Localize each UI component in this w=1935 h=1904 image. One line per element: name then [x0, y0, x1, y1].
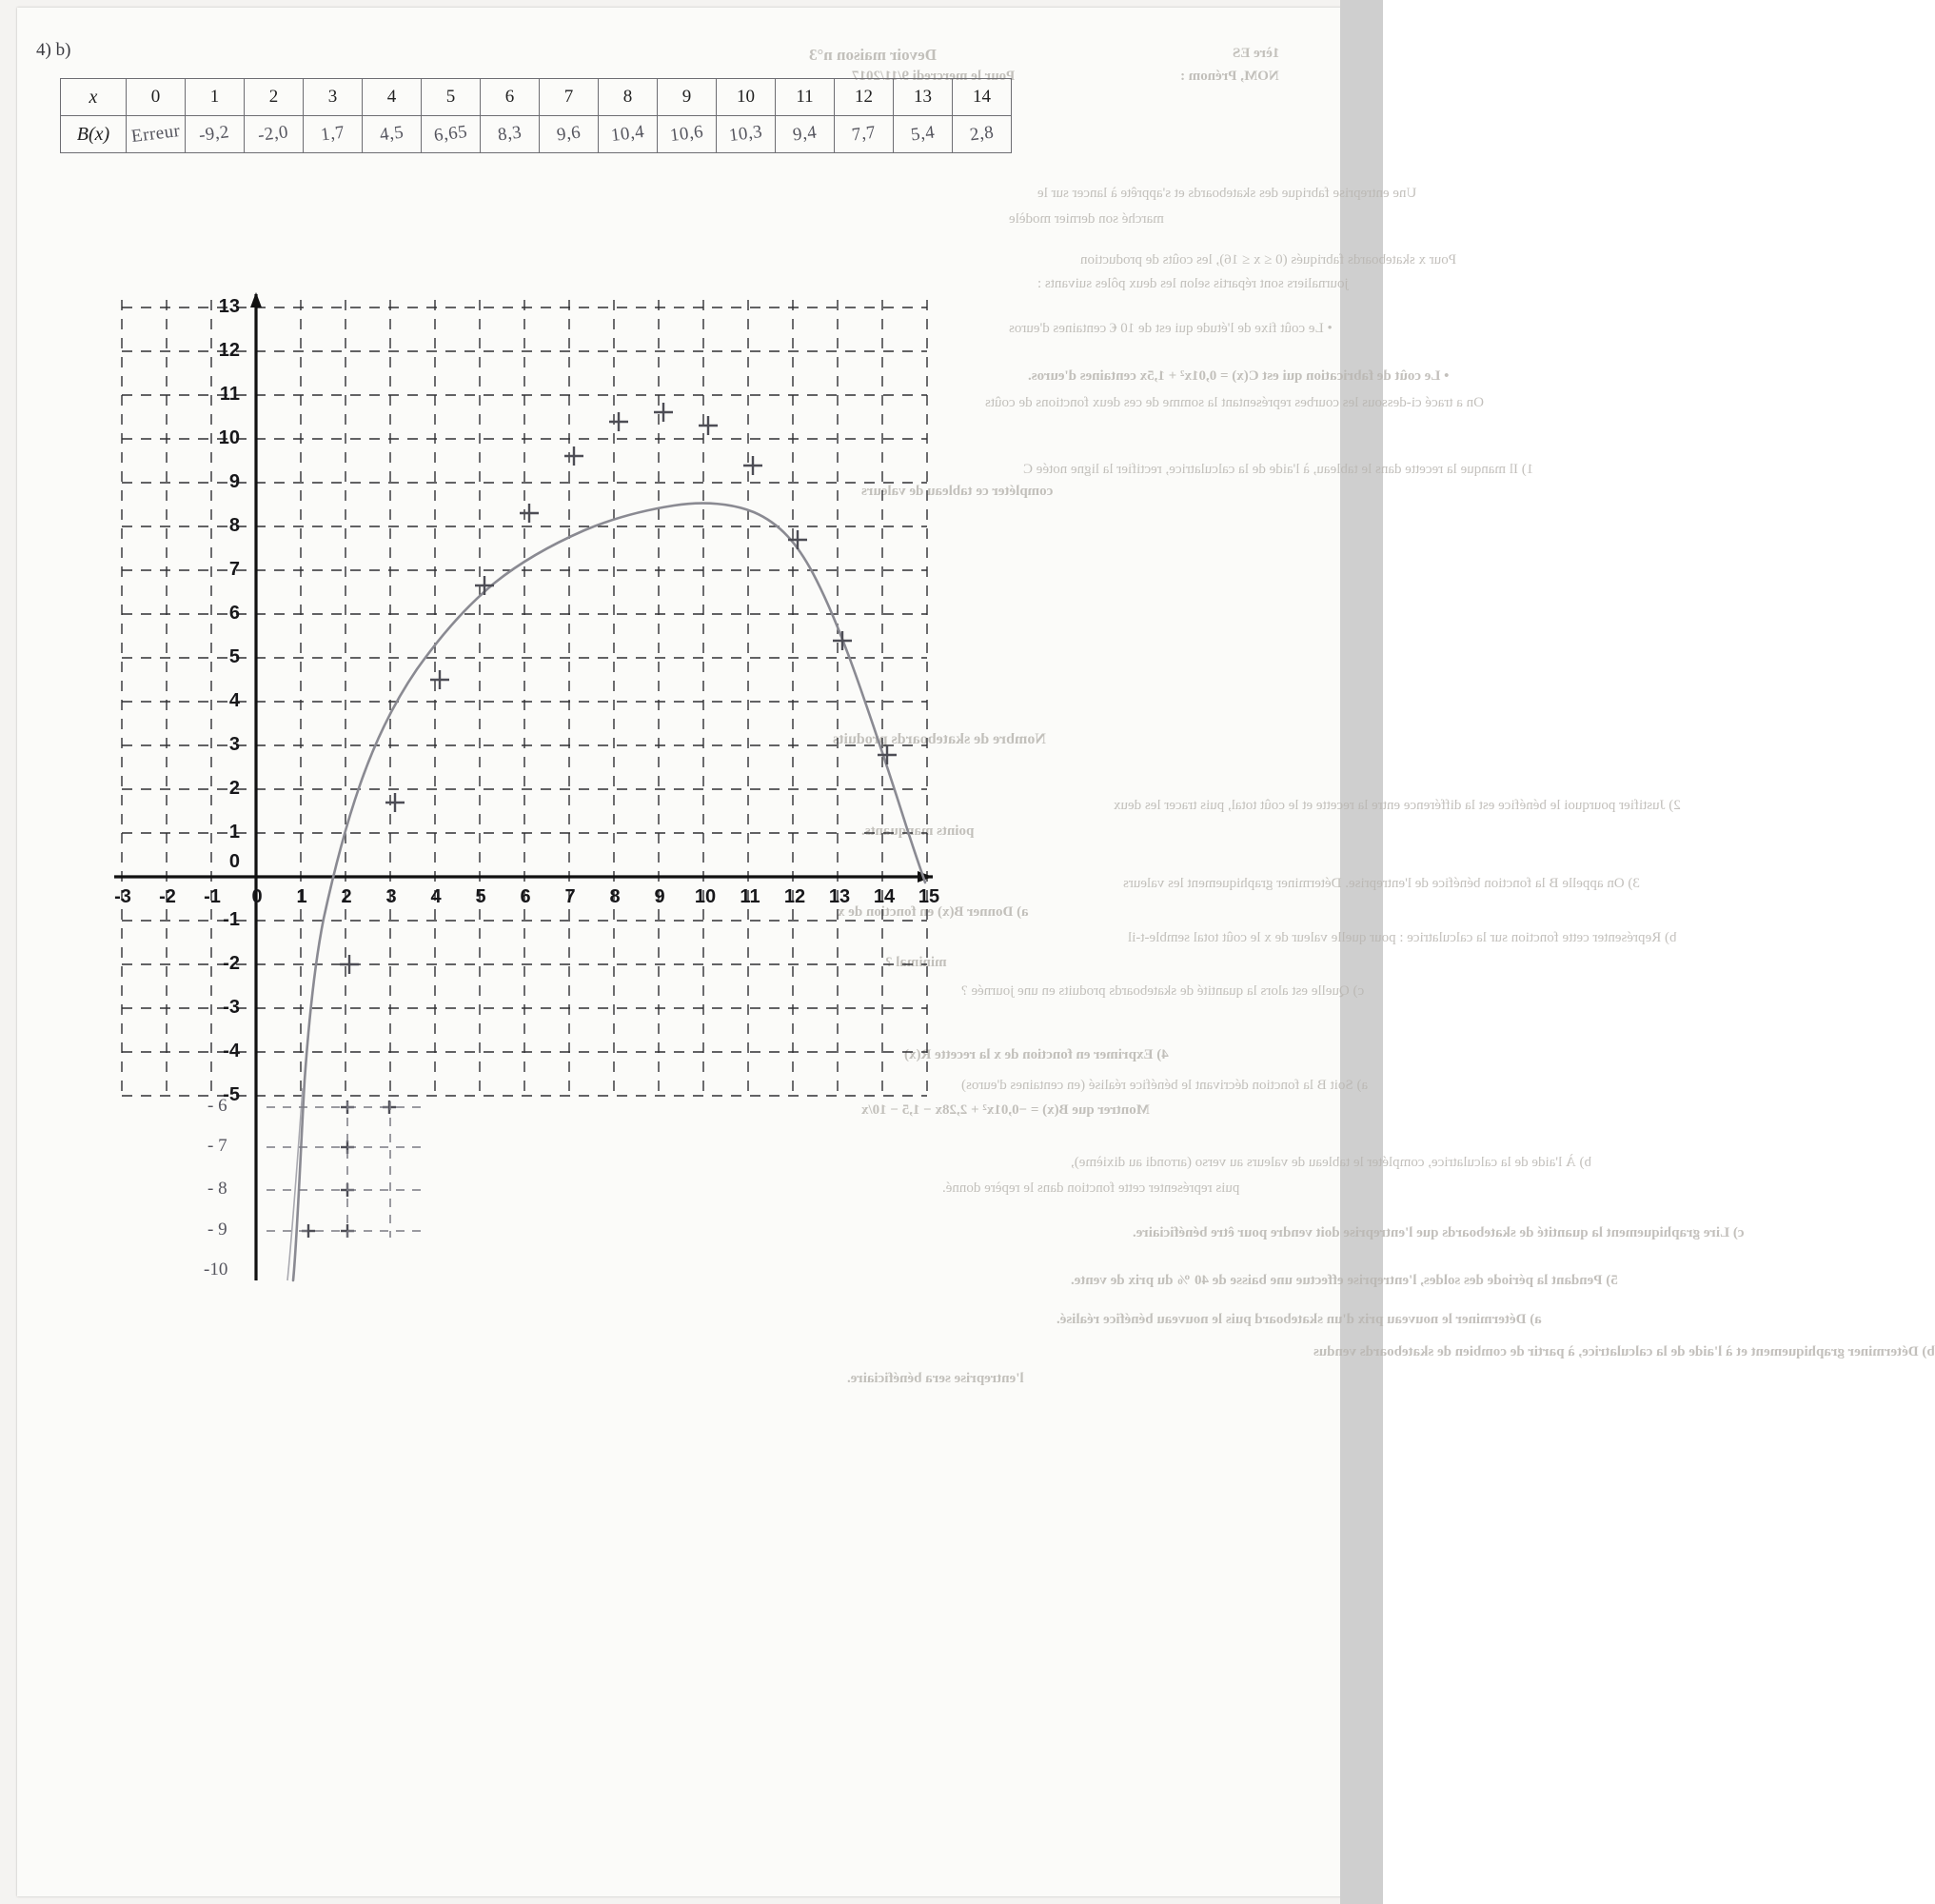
- handwritten-y-label: - 7: [207, 1136, 227, 1156]
- x-tick-label: -3: [114, 886, 131, 907]
- bleed-line: 4) Exprimer en fonction de x la recette R(x): [904, 1047, 1169, 1062]
- bleed-line: c) Quelle est alors la quantité de skateboards produits en une journée ?: [961, 983, 1365, 999]
- table-cell: [363, 116, 422, 153]
- bleed-line: 5) Pendant la période des soldes, l'entreprise effectue une baisse de 40 % du prix de vente.: [1071, 1273, 1618, 1288]
- x-tick-label: 3: [385, 886, 397, 907]
- bleed-line: marché son dernier modèle: [1009, 211, 1164, 227]
- cell-text: 8,3: [496, 122, 523, 146]
- cell-text: 5,4: [909, 122, 937, 146]
- x-tick-label: 2: [341, 886, 352, 907]
- bleed-line: compléter ce tableau de valeurs: [861, 484, 1054, 499]
- y-tick-label: 3: [228, 734, 240, 755]
- handwritten-y-label: - 8: [207, 1179, 227, 1199]
- y-tick-label: -2: [223, 953, 240, 974]
- y-tick-label: -3: [223, 997, 240, 1018]
- y-tick-label: 5: [228, 646, 240, 667]
- x-tick-label: 8: [609, 886, 621, 907]
- cell-text: 6,65: [432, 121, 469, 147]
- y-tick-label: -5: [223, 1084, 240, 1105]
- cell-text: 9,6: [555, 122, 582, 146]
- table-cell: 0: [127, 79, 186, 116]
- scan-edge-shadow: [1340, 0, 1383, 1904]
- y-tick-label: -4: [223, 1041, 240, 1061]
- table-cell: 10: [717, 79, 776, 116]
- bleed-line: Une entreprise fabrique des skateboards et s'apprête à lancer sur le: [1037, 186, 1417, 201]
- bleed-line: • Le coût fixe de l'étude qui est de 10 € centaines d'euros: [1009, 321, 1333, 336]
- table-cell: 5: [422, 79, 481, 116]
- cell-text: 9,4: [791, 122, 819, 146]
- table-cell: [835, 116, 894, 153]
- bleed-line: a) Déterminer le nouveau prix d'un skateboard puis le nouveau bénéfice réalisé.: [1056, 1312, 1542, 1327]
- cell-text: -9,2: [198, 122, 231, 146]
- x-tick-label: 15: [918, 886, 940, 907]
- cell-text: 1,7: [319, 122, 346, 146]
- x-tick-label: 12: [783, 886, 806, 907]
- bleed-line: c) Lire graphiquement la quantité de skateboards que l'entreprise doit vendre pour être bénéficiaire.: [1133, 1225, 1745, 1240]
- table-cell: [186, 116, 245, 153]
- bleed-line: 1) Il manque la recette dans le tableau, à l'aide de la calculatrice, rectifier la ligne notée C: [1023, 462, 1534, 477]
- x-tick-label: 7: [564, 886, 576, 907]
- x-tick-label: -2: [159, 886, 176, 907]
- bleed-line: • Le coût de fabrication qui est C(x) = 0,01x² + 1,5x centaines d'euros.: [1028, 368, 1450, 384]
- x-tick-label: 9: [654, 886, 665, 907]
- table-cell: 14: [953, 79, 1012, 116]
- table-cell: 11: [776, 79, 835, 116]
- cell-text: -2,0: [257, 122, 290, 146]
- bleed-line: NOM, Prénom :: [1180, 69, 1279, 84]
- cell-text: 10,3: [727, 121, 764, 147]
- y-tick-label: 6: [228, 603, 240, 624]
- data-point-markers: [302, 403, 897, 1238]
- x-tick-label: 11: [740, 886, 760, 907]
- bleed-line: minimal ?: [885, 955, 947, 970]
- cell-text: 10,4: [609, 121, 646, 147]
- bleed-line: Pour le mercredi 9/11/2017: [852, 69, 1016, 84]
- table-cell: 7: [540, 79, 599, 116]
- y-tick-label: 10: [218, 427, 240, 448]
- table-row-x: [61, 79, 1012, 116]
- table-cell: [776, 116, 835, 153]
- y-tick-label: -1: [223, 909, 240, 930]
- y-tick-label: 4: [228, 690, 240, 711]
- table-cell: [717, 116, 776, 153]
- x-tick-label: 0: [251, 886, 263, 907]
- bleed-line: journaliers sont répartis selon les deux pôles suivants :: [1037, 276, 1349, 291]
- bleed-line: 1ère ES: [1233, 46, 1280, 61]
- table-cell: [127, 116, 186, 153]
- table-cell: [481, 116, 540, 153]
- handwritten-y-label: - 9: [207, 1220, 227, 1240]
- table-cell: [245, 116, 304, 153]
- row-header-bx: B(x): [61, 116, 127, 153]
- handwritten-y-label: -10: [204, 1259, 228, 1279]
- y-tick-label: 12: [218, 340, 240, 361]
- table-cell: 4: [363, 79, 422, 116]
- table-cell: [658, 116, 717, 153]
- bleed-line: Pour x skateboards fabriqués (0 ≤ x ≤ 16), les coûts de production: [1080, 252, 1457, 268]
- table-cell: 6: [481, 79, 540, 116]
- x-tick-label: 13: [828, 886, 851, 907]
- bleed-line: Nombre de skateboards produits: [833, 731, 1046, 747]
- question-label: 4) b): [36, 40, 71, 60]
- table-cell: [540, 116, 599, 153]
- bleed-line: b) À l'aide de la calculatrice, compléter le tableau de valeurs au verso (arrondi au dixième),: [1071, 1155, 1592, 1170]
- x-tick-label: 10: [694, 886, 717, 907]
- cell-text: 2,8: [968, 122, 996, 146]
- x-tick-label: 5: [475, 886, 486, 907]
- table-cell: 12: [835, 79, 894, 116]
- table-row-bx: [61, 116, 1012, 153]
- table-cell: 3: [304, 79, 363, 116]
- bleed-line: a) Soit B la fonction décrivant le bénéfice réalisé (en centaines d'euros): [961, 1078, 1369, 1093]
- values-table: [60, 78, 1012, 153]
- bleed-line: a) Donner B(x) en fonction de x: [838, 904, 1029, 920]
- hand-grid-extension: [267, 1101, 428, 1238]
- bleed-line: Devoir maison n°3: [809, 46, 937, 64]
- cell-text: 4,5: [378, 122, 405, 146]
- cell-text: 10,6: [668, 121, 705, 147]
- y-tick-label: 0: [228, 851, 240, 872]
- table-cell: 8: [599, 79, 658, 116]
- x-tick-label: 4: [430, 886, 442, 907]
- table-cell: 9: [658, 79, 717, 116]
- table-cell: 2: [245, 79, 304, 116]
- y-tick-label: 1: [228, 822, 240, 843]
- x-tick-label: 1: [296, 886, 307, 907]
- x-tick-label: 14: [873, 886, 896, 907]
- grid-lines: [122, 300, 927, 1096]
- x-tick-label: -1: [204, 886, 221, 907]
- bleed-line: Montrer que B(x) = −0,01x² + 2,28x − 1,5 − 10/x: [861, 1102, 1150, 1118]
- bleed-line: l'entreprise sera bénéficiaire.: [847, 1371, 1024, 1386]
- cell-text: 7,7: [850, 122, 878, 146]
- y-tick-label: 9: [228, 471, 240, 492]
- y-tick-label: 7: [228, 559, 240, 580]
- table-cell: [422, 116, 481, 153]
- bleed-line: On a tracé ci-dessous les courbes représentant la somme de ces deux fonctions de coûts: [985, 395, 1484, 410]
- bleed-line: puis représenter cette fonction dans le repère donné.: [942, 1180, 1240, 1196]
- table-cell: 13: [894, 79, 953, 116]
- table-cell: [953, 116, 1012, 153]
- bleed-line: b) Déterminer graphiquement et à l'aide de la calculatrice, à partir de combien de skateboards vendus: [1313, 1344, 1935, 1359]
- table-cell: [304, 116, 363, 153]
- x-tick-label: 6: [520, 886, 531, 907]
- table-cell: [599, 116, 658, 153]
- table-cell: 1: [186, 79, 245, 116]
- table-cell: [894, 116, 953, 153]
- y-tick-label: 2: [228, 778, 240, 799]
- handwritten-y-label: - 6: [207, 1096, 227, 1116]
- cell-text: Erreur: [129, 120, 182, 148]
- bleed-line: b) Représenter cette fonction sur la calculatrice : pour quelle valeur de x le coût total semble-t-il: [1128, 930, 1677, 945]
- bleed-line: 3) On appelle B la fonction bénéfice de l'entreprise. Déterminer graphiquement les valeurs: [1123, 876, 1640, 891]
- y-tick-label: 8: [228, 515, 240, 536]
- bleed-line: 2) Justifier pourquoi le bénéfice est la différence entre la recette et le coût total, puis tracer les deux: [1114, 798, 1681, 813]
- bleed-line: points manquants.: [861, 823, 975, 839]
- y-tick-label: 13: [218, 296, 240, 317]
- y-tick-label: 11: [219, 384, 240, 405]
- row-header-x: x: [61, 79, 127, 116]
